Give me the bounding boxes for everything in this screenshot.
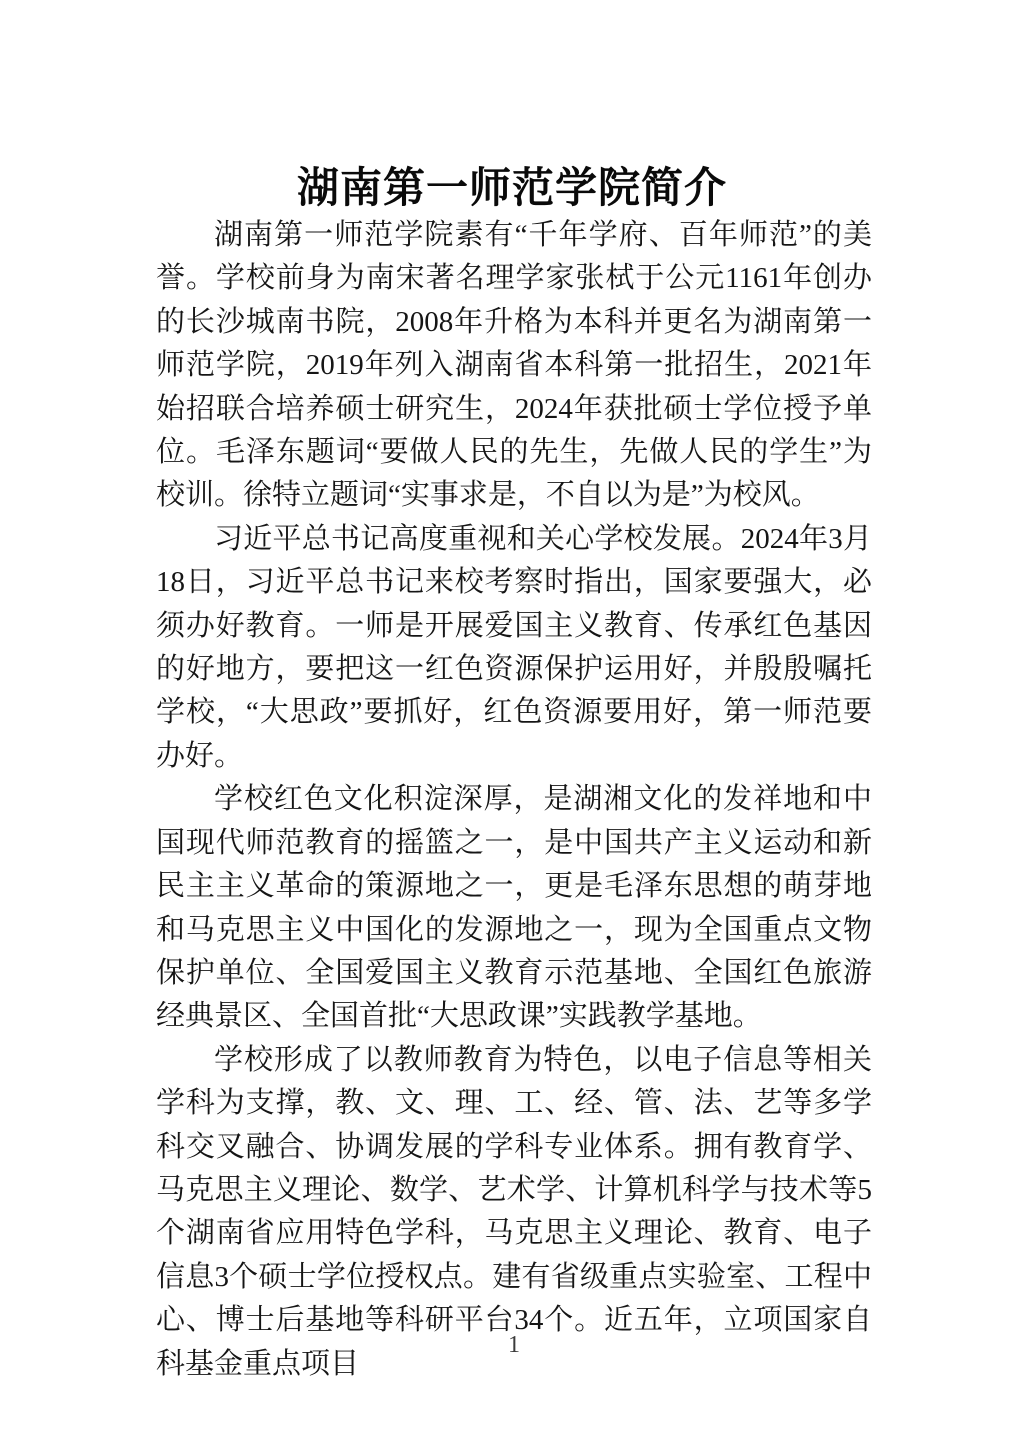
body-paragraph-leader-visit: 习近平总书记高度重视和关心学校发展。2024年3月18日，习近平总书记来校考察时指出，国家要强大，必须办好教育。一师是开展爱国主义教育、传承红色基因的好地方，要把这一红色资源保护运用好，并殷殷嘱托学校，“大思政”要抓好，红色资源要用好，第一师范要办好。 [156,522,872,772]
body-paragraph-intro: 湖南第一师范学院素有“千年学府、百年师范”的美誉。学校前身为南宋著名理学家张栻于公元1161年创办的长沙城南书院，2008年升格为本科并更名为湖南第一师范学院，2019年列入湖南省本科第一批招生，2021年始招联合培养硕士研究生，2024年获批硕士学位授予单位。毛泽东题词“要做人民的先生，先做人民的学生”为校训。徐特立题词“实事求是，不自以为是”为校风。 [156,219,872,512]
document-body [156,214,872,1386]
body-paragraph-disciplines: 学校形成了以教师教育为特色，以电子信息等相关学科为支撑，教、文、理、工、经、管、法、艺等多学科交叉融合、协调发展的学科专业体系。拥有教育学、马克思主义理论、数学、艺术学、计算机科学与技术等5个湖南省应用特色学科，马克思主义理论、教育、电子信息3个硕士学位授权点。建有省级重点实验室、工程中心、博士后基地等科研平台34个。近五年，立项国家自科基金重点项目 [156,1043,872,1380]
page-footer [156,1332,872,1359]
body-paragraph-red-culture: 学校红色文化积淀深厚，是湖湘文化的发祥地和中国现代师范教育的摇篮之一，是中国共产主义运动和新民主主义革命的策源地之一，更是毛泽东思想的萌芽地和马克思主义中国化的发源地之一，现为全国重点文物保护单位、全国爱国主义教育示范基地、全国红色旅游经典景区、全国首批“大思政课”实践教学基地。 [156,783,872,1033]
page-number: 1 [508,1332,520,1358]
document-title: 湖南第一师范学院简介 [296,166,727,213]
